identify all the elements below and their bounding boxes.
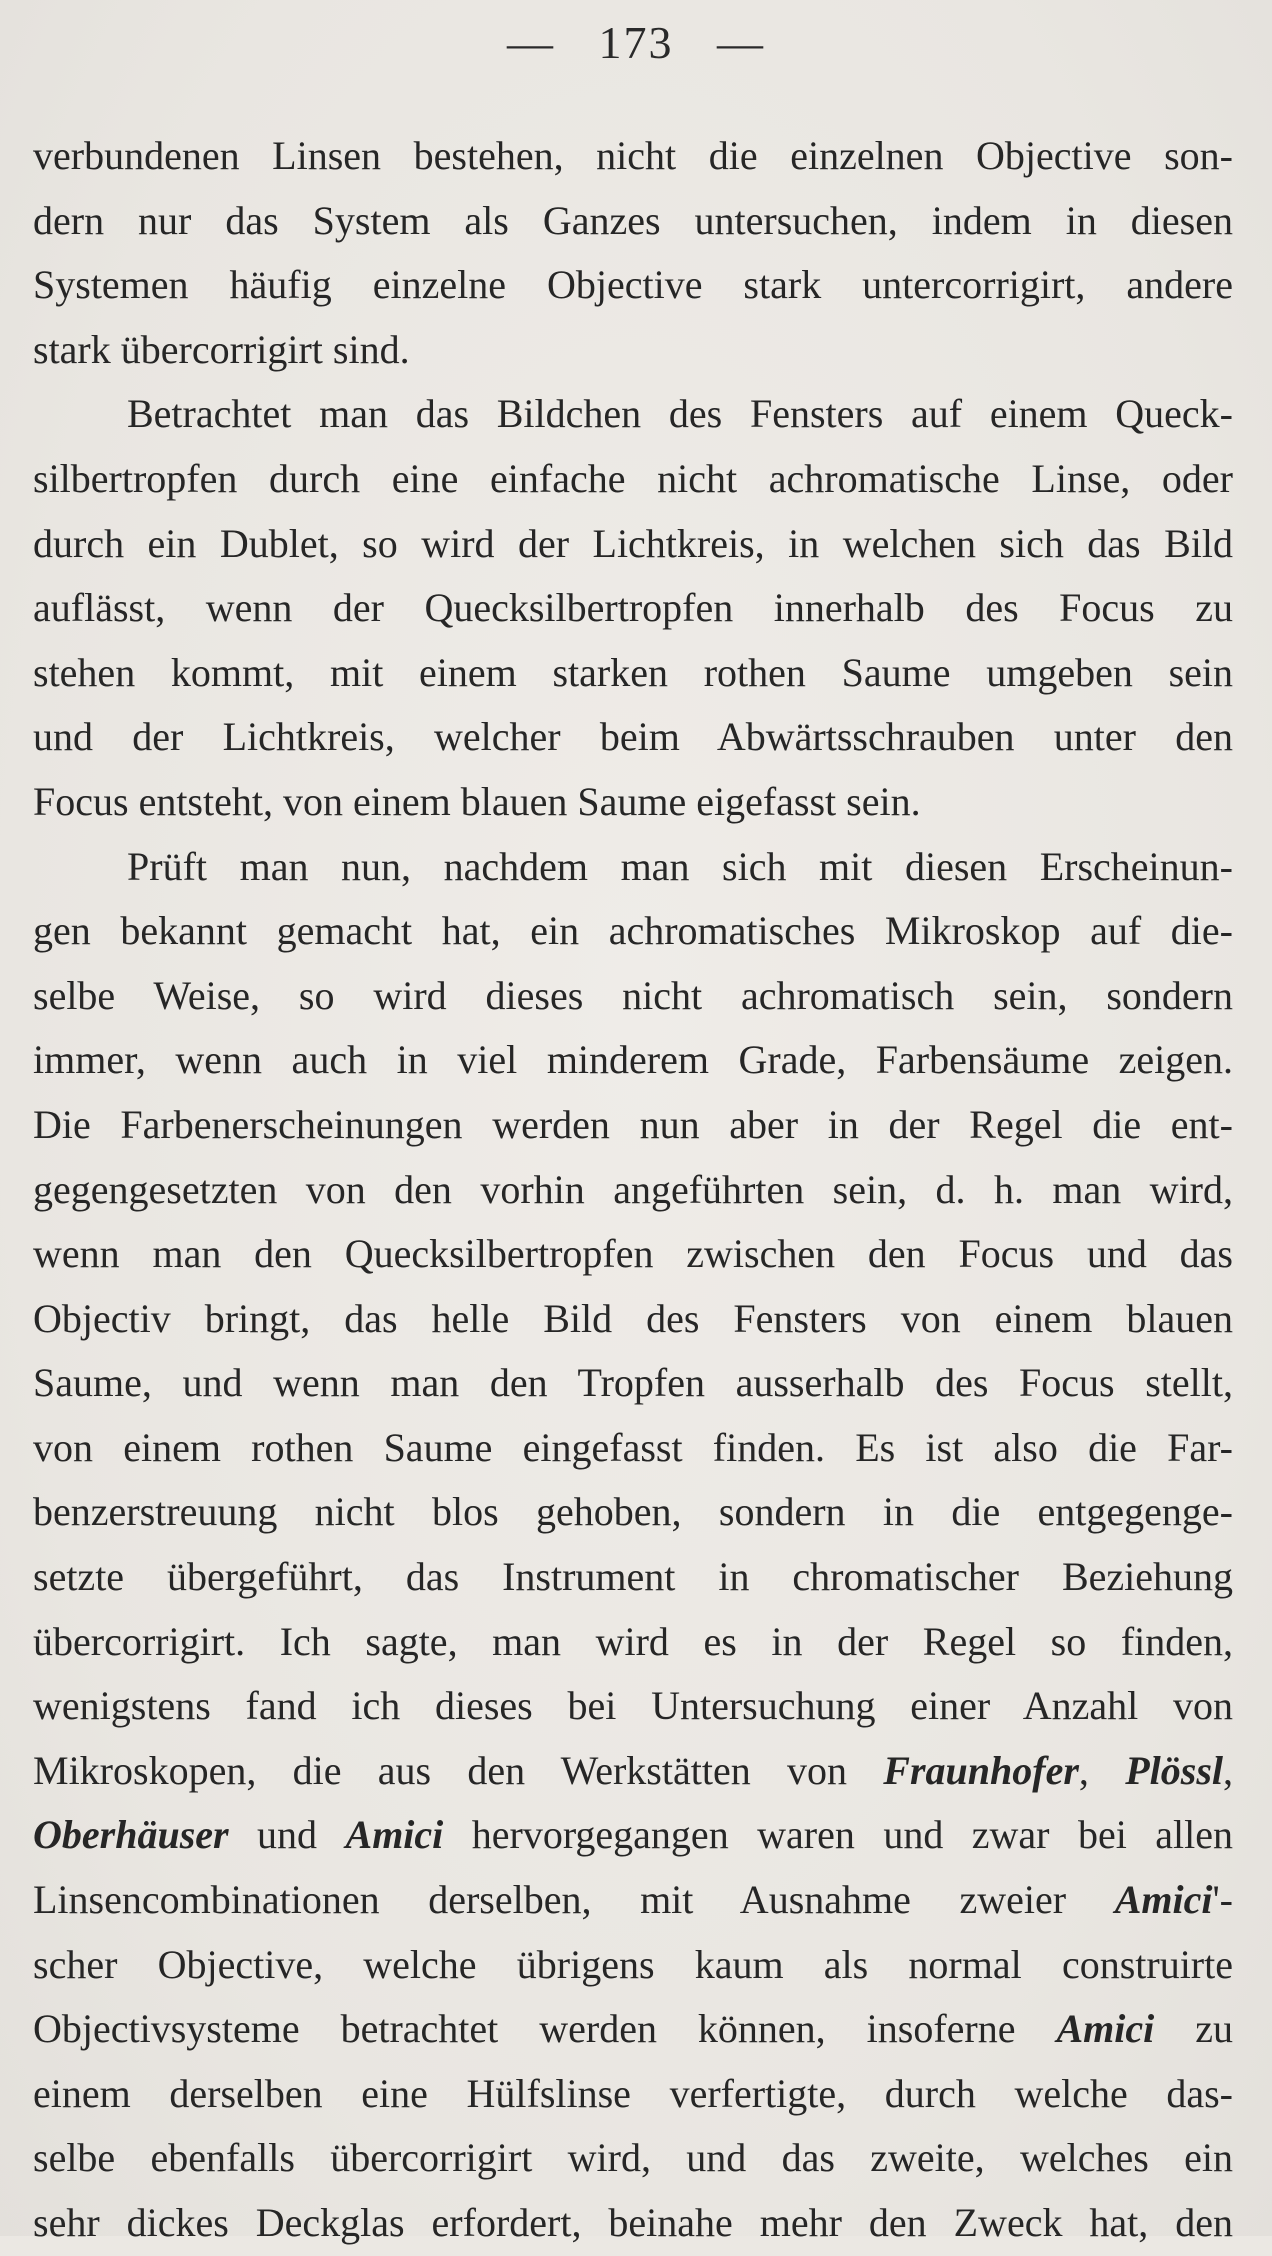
text-line: und der Lichtkreis, welcher beim Abwärtsschrauben unter den: [33, 714, 1233, 760]
text-line: sehr dickes Deckglas erfordert, beinahe mehr den Zweck hat, den: [33, 2200, 1233, 2245]
text-line: wenigstens fand ich dieses bei Untersuchung einer Anzahl von: [33, 1683, 1233, 1729]
page-header: [0, 16, 1272, 69]
text-segment: Objectivsysteme betrachtet werden können, insoferne: [33, 2006, 1057, 2052]
text-line: gen bekannt gemacht hat, ein achromatisches Mikroskop auf die-: [33, 908, 1233, 954]
text-line: scher Objective, welche übrigens kaum als normal construirte: [33, 1941, 1233, 1987]
text-line: Systemen häufig einzelne Objective stark untercorrigirt, andere: [33, 262, 1233, 308]
text-line: auflässt, wenn der Quecksilbertropfen innerhalb des Focus zu: [33, 585, 1233, 631]
person-name: Fraunhofer: [883, 1747, 1079, 1793]
text-line: selbe Weise, so wird dieses nicht achromatisch sein, sondern: [33, 972, 1233, 1018]
person-name: Amici: [1114, 1877, 1213, 1923]
text-line: [33, 1739, 1233, 1804]
text-line: übercorrigirt. Ich sagte, man wird es in der Regel so finden,: [33, 1618, 1233, 1664]
text-line: einem derselben eine Hülfslinse verfertigte, durch welche das-: [33, 2070, 1233, 2116]
text-segment: hervorgegangen waren und zwar bei allen: [443, 1812, 1233, 1858]
text-segment: ,: [1223, 1747, 1233, 1793]
text-line: Objectiv bringt, das helle Bild des Fensters von einem blauen: [33, 1295, 1233, 1341]
text-line: durch ein Dublet, so wird der Lichtkreis, in welchen sich das Bild: [33, 520, 1233, 566]
text-line: stark übercorrigirt sind.: [33, 326, 410, 372]
person-name: Plössl: [1125, 1747, 1224, 1793]
text-line: verbundenen Linsen bestehen, nicht die einzelnen Objective son-: [33, 133, 1233, 178]
text-line: [33, 1997, 1233, 2062]
text-line: [33, 1868, 1233, 1933]
body-text: [33, 124, 1233, 2256]
text-line: Betrachtet man das Bildchen des Fensters auf einem Queck-: [127, 391, 1233, 437]
text-line: gegengesetzten von den vorhin angeführten sein, d. h. man wird,: [33, 1166, 1233, 1212]
page-number: 173: [598, 17, 674, 68]
text-line: setzte übergeführt, das Instrument in chromatischer Beziehung: [33, 1554, 1233, 1600]
text-line: selbe ebenfalls übercorrigirt wird, und das zweite, welches ein: [33, 2135, 1233, 2181]
header-dash-right: —: [717, 17, 765, 68]
text-line: Saume, und wenn man den Tropfen ausserhalb des Focus stellt,: [33, 1360, 1233, 1406]
text-segment: Linsencombinationen derselben, mit Ausnahme zweier: [33, 1877, 1115, 1923]
text-segment: Mikroskopen, die aus den Werkstätten von: [33, 1747, 884, 1793]
text-line: stehen kommt, mit einem starken rothen Saume umgeben sein: [33, 649, 1233, 695]
person-name: Amici: [345, 1812, 444, 1858]
text-line: Focus entsteht, von einem blauen Saume eigefasst sein.: [33, 778, 921, 824]
text-line: benzerstreuung nicht blos gehoben, sondern in die entgegenge-: [33, 1489, 1233, 1535]
text-line: wenn man den Quecksilbertropfen zwischen den Focus und das: [33, 1231, 1233, 1277]
person-name: Oberhäuser: [33, 1812, 229, 1858]
text-line: von einem rothen Saume eingefasst finden. Es ist also die Far-: [33, 1424, 1233, 1470]
text-line: Prüft man nun, nachdem man sich mit diesen Erscheinun-: [127, 843, 1233, 889]
text-line: dern nur das System als Ganzes untersuchen, indem in diesen: [33, 197, 1233, 243]
text-segment: zu: [1154, 2006, 1233, 2052]
text-line: immer, wenn auch in viel minderem Grade, Farbensäume zeigen.: [33, 1037, 1233, 1083]
text-segment: und: [228, 1812, 346, 1858]
text-segment: ,: [1078, 1747, 1126, 1793]
text-line: Die Farbenerscheinungen werden nun aber in der Regel die ent-: [33, 1101, 1233, 1147]
person-name: Amici: [1056, 2006, 1155, 2052]
text-line: [33, 1803, 1233, 1868]
text-segment: '-: [1212, 1877, 1233, 1923]
header-dash-left: —: [507, 17, 555, 68]
text-line: silbertropfen durch eine einfache nicht achromatische Linse, oder: [33, 455, 1233, 501]
